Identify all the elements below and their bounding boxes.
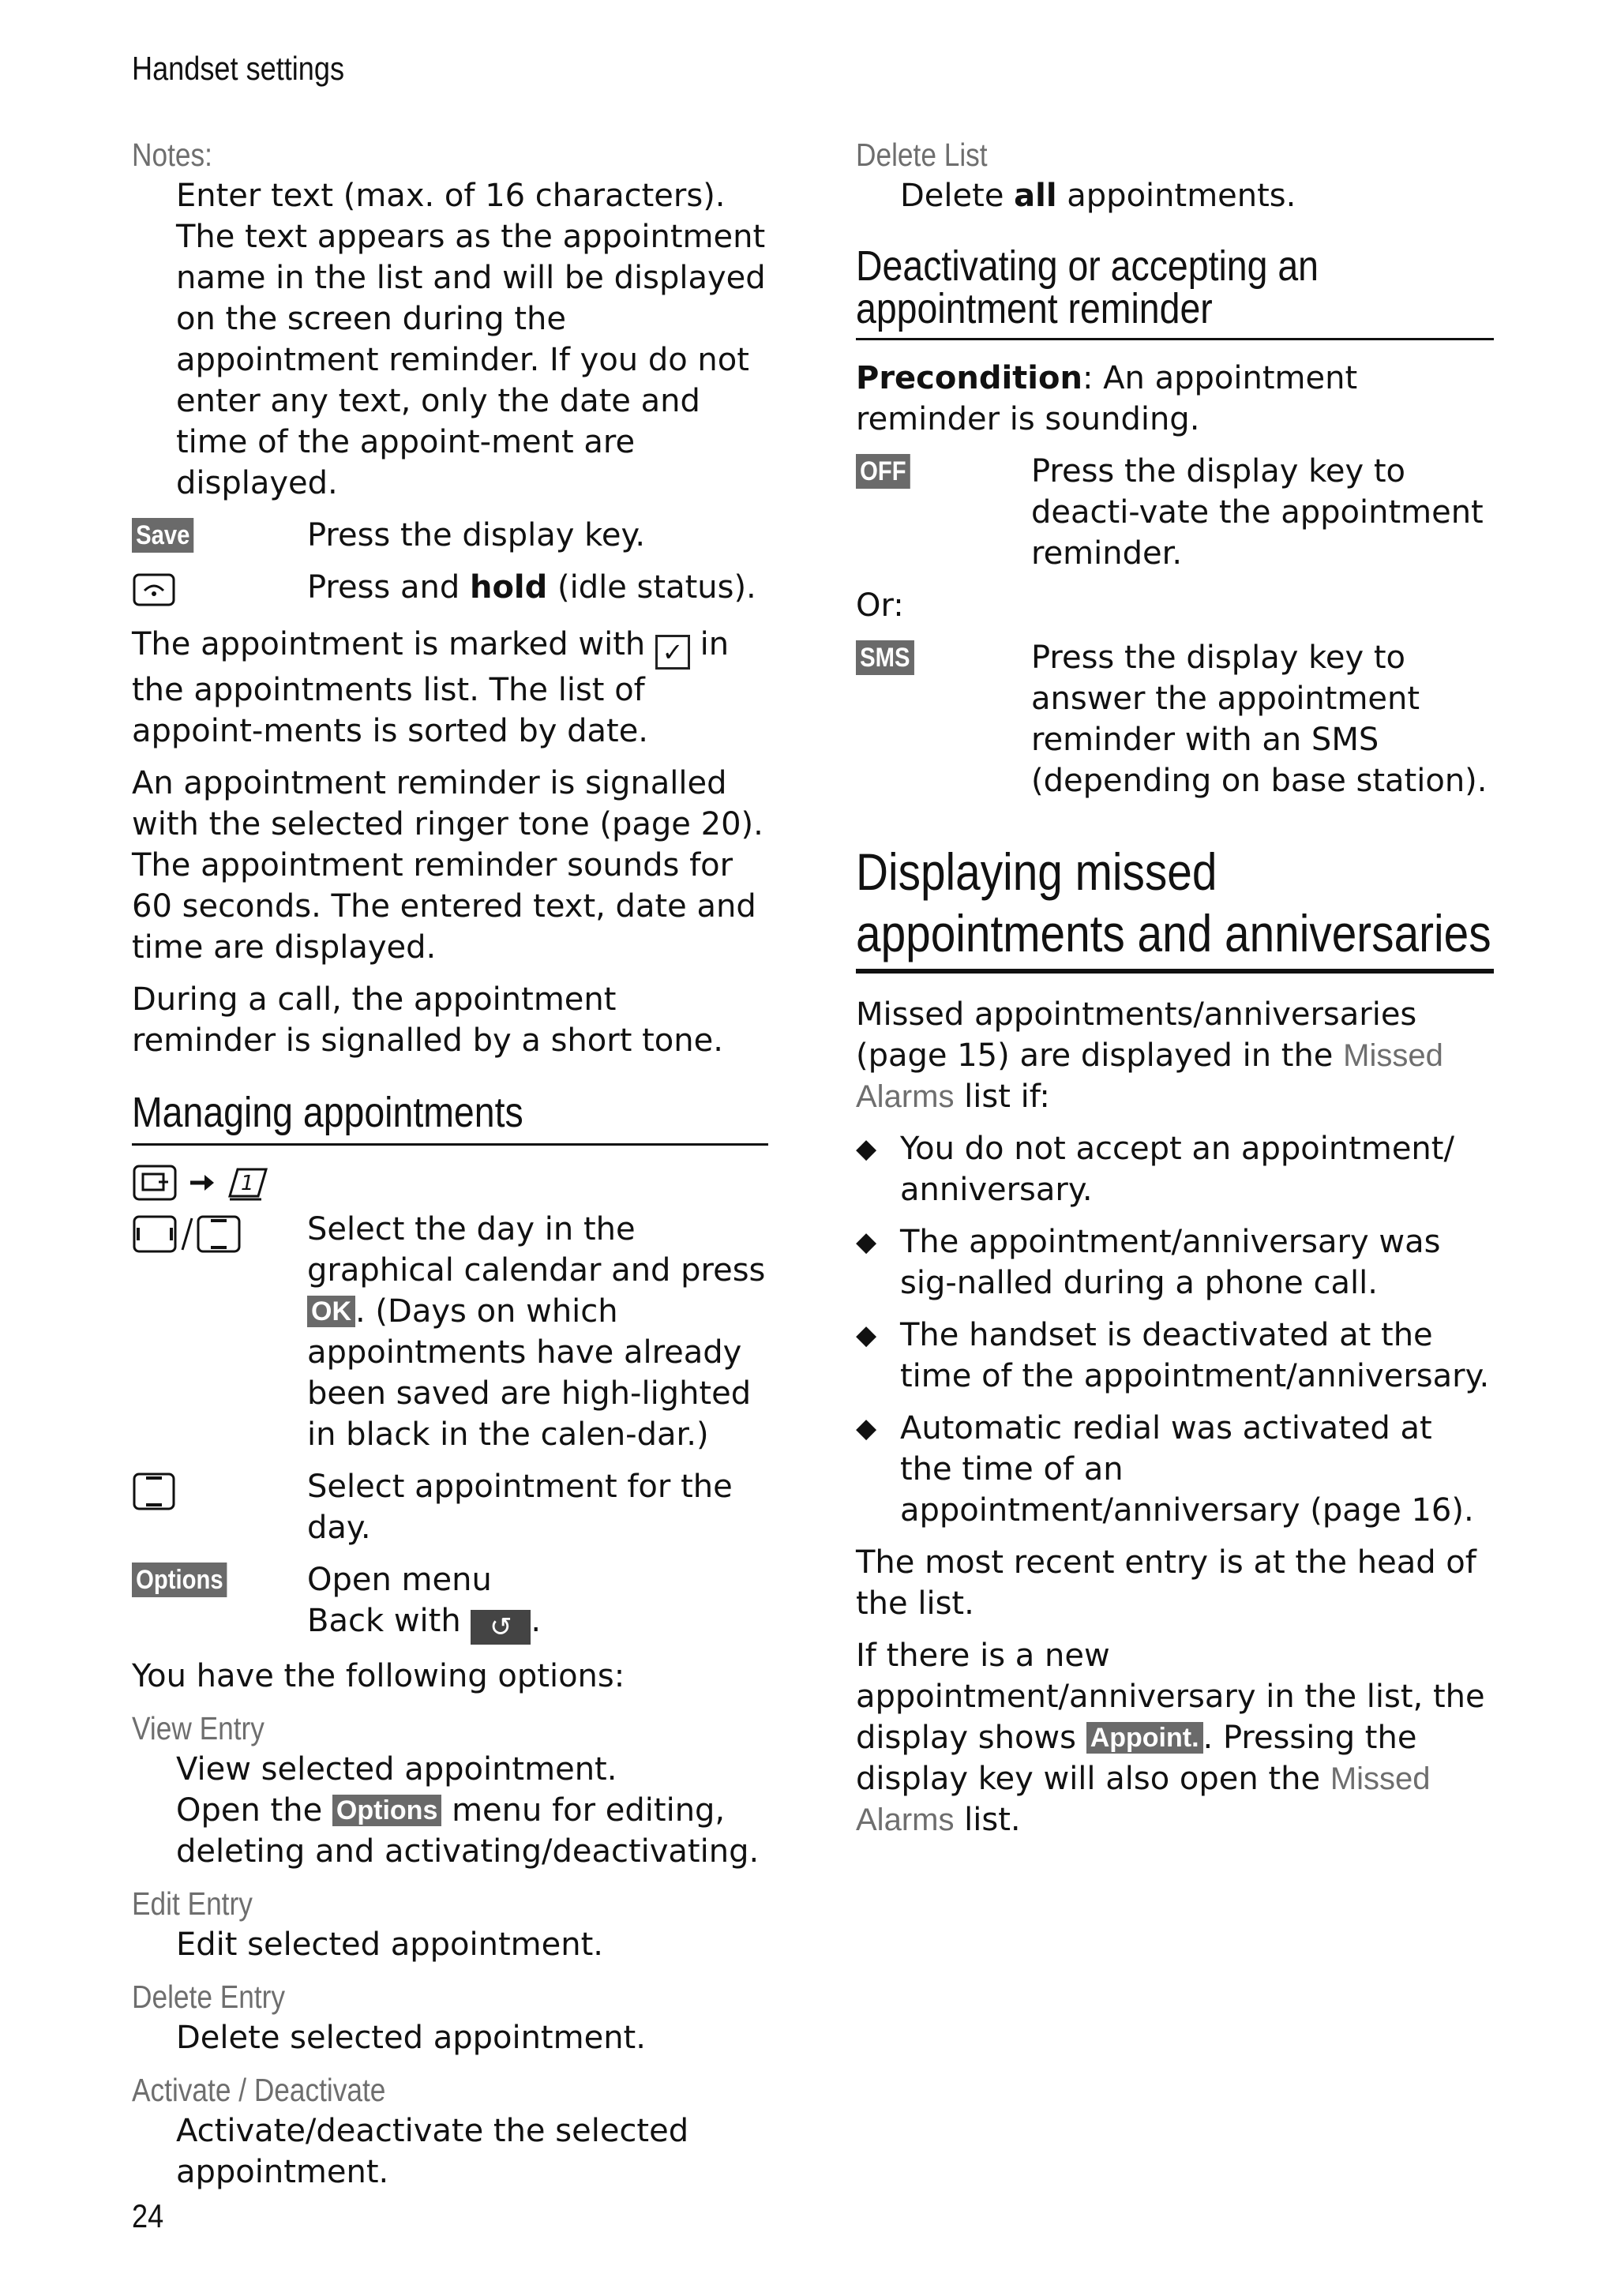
delete-entry-label: Delete Entry	[132, 1979, 286, 2015]
arrow-icon	[190, 1175, 214, 1191]
missed-intro-text: Missed appointments/anniversaries (page 15) are displayed in the Missed Alarms list if:	[856, 996, 1443, 1115]
during-call-text: During a call, the appointment reminder is signalled by a short tone.	[132, 981, 723, 1059]
deactivating-heading: Deactivating or accepting an appointment reminder	[856, 245, 1494, 340]
following-options-text: You have the following options:	[132, 1658, 625, 1694]
back-key-icon: ↺	[471, 1610, 531, 1645]
diamond-bullet-icon: ◆	[856, 1319, 877, 1351]
activate-label: Activate / Deactivate	[132, 2072, 386, 2108]
recent-entry-text: The most recent entry is at the head of the list.	[856, 1544, 1476, 1622]
options-row	[132, 1559, 768, 1645]
hold-row	[132, 567, 768, 613]
save-text: Press the display key.	[307, 517, 646, 553]
save-display-key: Save	[132, 518, 194, 553]
delete-list-label: Delete List	[856, 137, 988, 173]
delete-entry-text: Delete selected appointment.	[176, 2020, 646, 2056]
back-text: Back with ↺ .	[307, 1603, 542, 1643]
save-row	[132, 515, 768, 556]
sms-display-key: SMS	[856, 640, 914, 675]
missed-conditions-list	[856, 1128, 1494, 1531]
navigation-keys-icon	[132, 1212, 250, 1256]
edit-entry-text: Edit selected appointment.	[176, 1926, 603, 1963]
notes-label: Notes:	[132, 137, 212, 173]
ok-display-key: OK	[307, 1296, 355, 1327]
right-column	[856, 134, 1494, 1851]
marked-text: The appointment is marked with ✓ in the appointments list. The list of appoint-ments is sorted by date.	[132, 626, 730, 749]
off-row	[856, 451, 1494, 574]
view-entry-text-2: Open the Options menu for editing, deleting and activating/deactivating.	[176, 1792, 760, 1870]
svg-text:1: 1	[241, 1172, 254, 1195]
list-item: ◆ Automatic redial was activated at the time of an appointment/anniversary (page 16).	[856, 1408, 1494, 1531]
notes-text: Enter text (max. of 16 characters). The text appears as the appointment name in the list and will be displayed on the screen during the appointment reminder. If you do not enter any text, only the date and time of the appoint-ment are displayed.	[176, 178, 766, 501]
activate-text: Activate/deactivate the selected appointment.	[176, 2113, 689, 2190]
menu-path-icons	[132, 1163, 290, 1202]
missed-alarms-menu-ref: Missed Alarms	[856, 1038, 1443, 1114]
appoint-display-key: Appoint.	[1086, 1722, 1203, 1754]
view-entry-label: View Entry	[132, 1710, 264, 1746]
menu-path-row	[132, 1163, 768, 1202]
page-number: 24	[132, 2197, 164, 2234]
menu-key-icon	[134, 1166, 175, 1199]
select-appointment-row	[132, 1466, 768, 1548]
up-down-key-icon	[132, 1469, 176, 1514]
options-inline-key: Options	[332, 1795, 441, 1826]
list-item: ◆ You do not accept an appointment/ anniversary.	[856, 1128, 1494, 1210]
running-header: Handset settings	[132, 50, 345, 87]
precondition-text: Precondition: An appointment reminder is sounding.	[856, 360, 1358, 437]
sms-row	[856, 637, 1494, 801]
hold-text: Press and hold (idle status).	[307, 569, 756, 606]
off-display-key: OFF	[856, 454, 910, 489]
end-call-key-icon	[132, 570, 176, 610]
managing-heading: Managing appointments	[132, 1090, 768, 1146]
options-display-key: Options	[132, 1563, 227, 1597]
new-appointment-text: If there is a new appointment/anniversary in the list, the display shows Appoint. . Pressing the display key will also open the Missed Alarms list.	[856, 1638, 1485, 1838]
checkmark-icon: ✓	[655, 635, 690, 670]
missed-alarms-menu-ref-2: Missed Alarms	[856, 1761, 1431, 1837]
diamond-bullet-icon: ◆	[856, 1226, 877, 1258]
select-day-text: Select the day in the graphical calendar and press OK . (Days on which appointments have already been saved are high-lighted in black in the calen-dar.)	[307, 1211, 766, 1453]
view-entry-text: View selected appointment.	[176, 1751, 617, 1788]
left-column	[132, 134, 768, 2204]
edit-entry-label: Edit Entry	[132, 1885, 253, 1922]
delete-list-text: Delete all appointments.	[900, 178, 1296, 214]
or-text: Or:	[856, 587, 904, 624]
diamond-bullet-icon: ◆	[856, 1412, 877, 1444]
select-appointment-text: Select appointment for the day.	[307, 1469, 733, 1546]
list-item: ◆ The handset is deactivated at the time of the appointment/anniversary.	[856, 1315, 1494, 1397]
calendar-icon	[230, 1169, 266, 1199]
diamond-bullet-icon: ◆	[856, 1133, 877, 1165]
list-item: ◆ The appointment/anniversary was sig-nalled during a phone call.	[856, 1221, 1494, 1304]
sms-text: Press the display key to answer the appointment reminder with an SMS (depending on base station).	[1031, 640, 1488, 799]
signalled-text: An appointment reminder is signalled with the selected ringer tone (page 20). The appointment reminder sounds for 60 seconds. The entered text, date and time are displayed.	[132, 765, 763, 966]
off-text: Press the display key to deacti-vate the appointment reminder.	[1031, 453, 1484, 572]
missed-heading: Displaying missed appointments and anniversaries	[856, 841, 1494, 974]
open-menu-text: Open menu	[307, 1562, 492, 1598]
select-day-row	[132, 1209, 768, 1455]
